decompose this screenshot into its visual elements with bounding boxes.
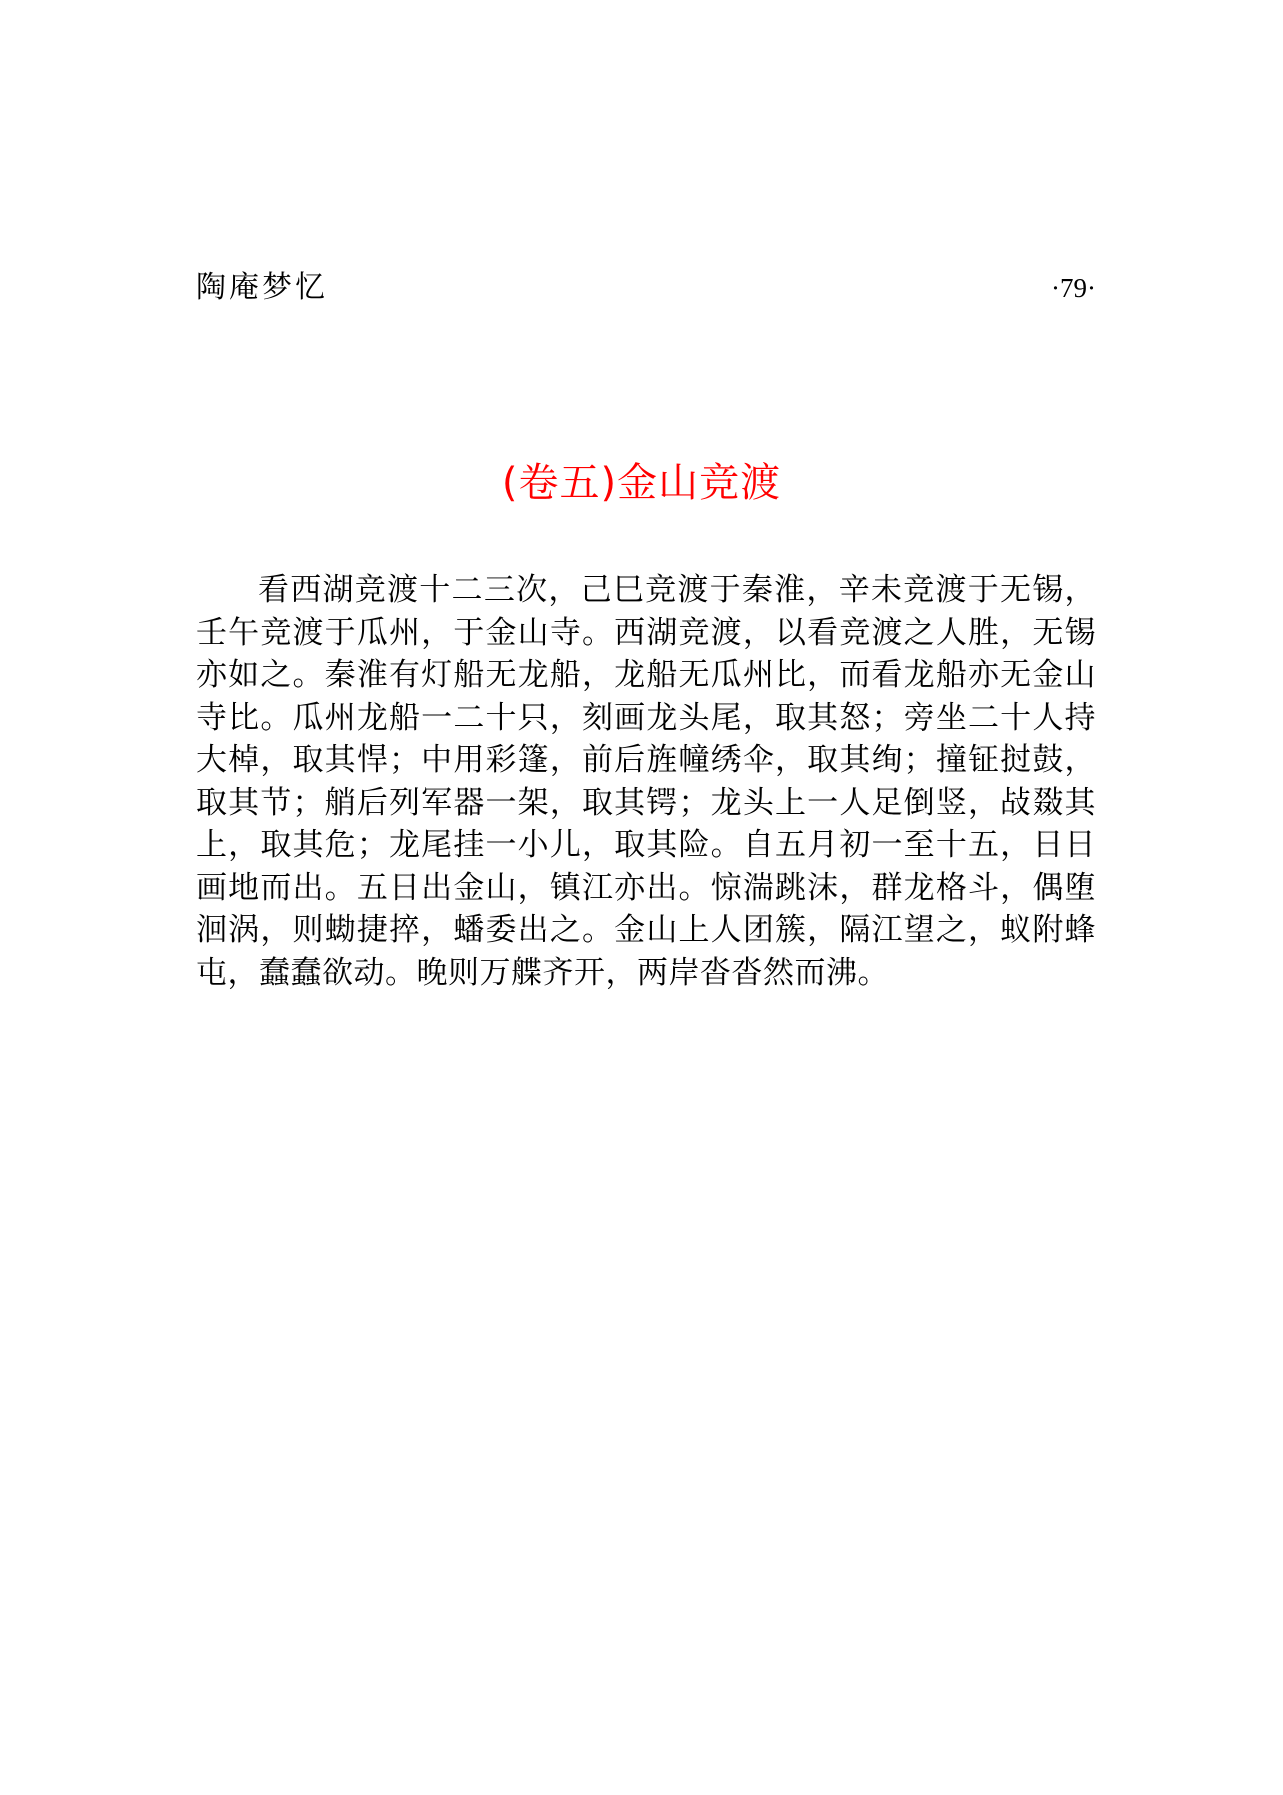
page-number: ·79·	[1051, 273, 1096, 303]
chapter-title: (卷五)金山竞渡	[501, 460, 782, 506]
running-header	[196, 266, 1096, 310]
book-title: 陶庵梦忆	[196, 270, 328, 305]
body-paragraph: 看西湖竞渡十二三次，己巳竞渡于秦淮，辛未竞渡于无锡，壬午竞渡于瓜州，于金山寺。西湖竞渡，以看竞渡之人胜，无锡亦如之。秦淮有灯船无龙船，龙船无瓜州比，而看龙船亦无金山寺比。瓜州龙船一二十只，刻画龙头尾，取其怒；旁坐二十人持大棹，取其悍；中用彩篷，前后旌幢绣伞，取其绚；撞钲挝鼓，取其节；艄后列军器一架，取其锷；龙头上一人足倒竖，敁敠其上，取其危；龙尾挂一小儿，取其险。自五月初一至十五，日日画地而出。五日出金山，镇江亦出。惊湍跳沫，群龙格斗，偶堕洄涡，则蜐捷捽，蟠委出之。金山上人团簇，隔江望之，蚁附蜂屯，蠢蠢欲动。晚则万艓齐开，两岸沓沓然而沸。	[196, 572, 1096, 991]
